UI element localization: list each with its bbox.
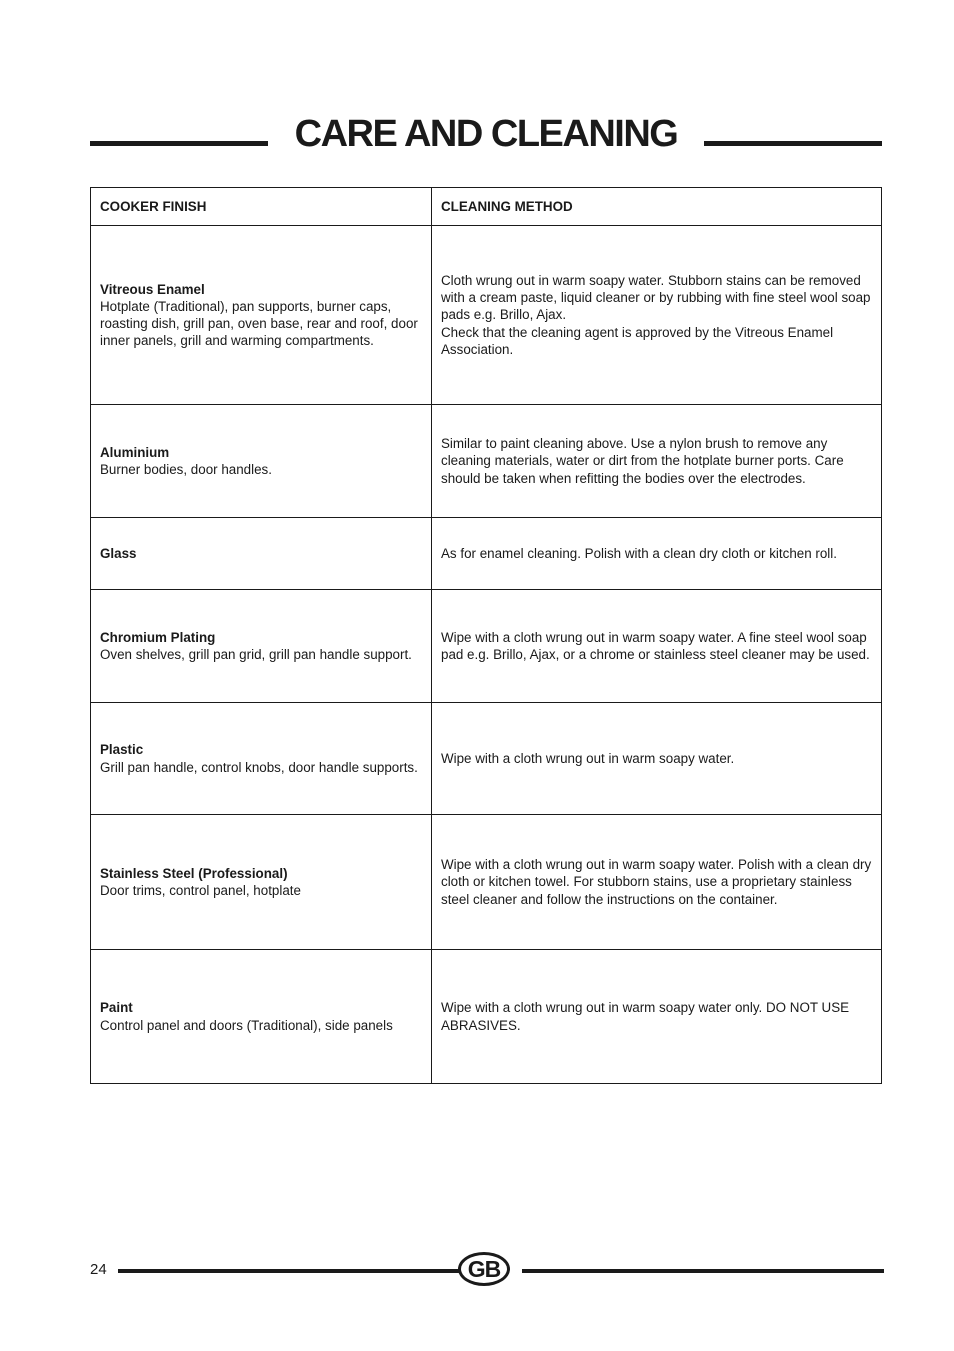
page-header [90, 108, 882, 160]
page-footer [90, 1252, 884, 1288]
finish-name: Stainless Steel (Professional) [100, 865, 288, 881]
finish-name: Chromium Plating [100, 629, 216, 645]
table-row [91, 590, 882, 703]
cleaning-method: Similar to paint cleaning above. Use a nylon brush to remove any cleaning materials, water or dirt from the hotplate burner ports. Care should be taken when refitting the bodies over the electrodes. [441, 436, 844, 486]
column-header-method: CLEANING METHOD [432, 188, 882, 226]
footer-rule-right [522, 1269, 884, 1273]
finish-cell [91, 590, 432, 703]
finish-name: Glass [100, 545, 137, 561]
finish-description: Control panel and doors (Traditional), side panels [100, 1017, 393, 1033]
finish-cell [91, 950, 432, 1084]
table-row [91, 815, 882, 950]
finish-cell [91, 518, 432, 590]
table-row [91, 703, 882, 815]
finish-description: Door trims, control panel, hotplate [100, 883, 301, 898]
finish-cell [91, 815, 432, 950]
finish-name: Vitreous Enamel [100, 281, 205, 297]
method-cell [432, 950, 882, 1084]
cleaning-method: Wipe with a cloth wrung out in warm soapy water. [441, 750, 735, 766]
cleaning-method: Wipe with a cloth wrung out in warm soapy water. Polish with a clean dry cloth or kitchen towel. For stubborn stains, use a proprietary stainless steel cleaner and follow the instructions on the container. [441, 857, 872, 907]
method-cell [432, 590, 882, 703]
finish-description: Grill pan handle, control knobs, door handle supports. [100, 759, 418, 775]
table-row [91, 518, 882, 590]
table-row [91, 405, 882, 518]
table-row [91, 950, 882, 1084]
table-header-row [91, 188, 882, 226]
page-title: CARE AND CLEANING [294, 113, 678, 155]
method-cell [432, 226, 882, 405]
finish-name: Plastic [100, 742, 144, 758]
page-number: 24 [90, 1261, 107, 1278]
method-cell [432, 815, 882, 950]
cleaning-method: Wipe with a cloth wrung out in warm soapy water. A fine steel wool soap pad e.g. Brillo, Ajax, or a chrome or stainless steel cleaner may be used. [441, 629, 870, 662]
finish-name: Paint [100, 1000, 133, 1016]
finish-description: Oven shelves, grill pan grid, grill pan handle support. [100, 647, 412, 662]
finish-description: Burner bodies, door handles. [100, 462, 272, 477]
gb-country-badge: GB [458, 1252, 510, 1286]
method-cell [432, 405, 882, 518]
table-row [91, 226, 882, 405]
cleaning-method: Cloth wrung out in warm soapy water. Stubborn stains can be removed with a cream paste, liquid cleaner or by rubbing with fine steel wool soap pads e.g. Brillo, Ajax. Check that the cleaning agent is approved by the Vitreous Enamel Association. [441, 272, 871, 357]
cleaning-method: Wipe with a cloth wrung out in warm soapy water only. DO NOT USE ABRASIVES. [441, 1000, 850, 1033]
column-header-finish: COOKER FINISH [91, 188, 432, 226]
footer-rule-left [118, 1269, 460, 1273]
finish-name: Aluminium [100, 444, 170, 460]
method-cell [432, 703, 882, 815]
finish-cell [91, 226, 432, 405]
cleaning-method: As for enamel cleaning. Polish with a clean dry cloth or kitchen roll. [441, 545, 837, 561]
finish-cell [91, 405, 432, 518]
title-rule-left [90, 141, 268, 146]
method-cell [432, 518, 882, 590]
finish-description: Hotplate (Traditional), pan supports, burner caps, roasting dish, grill pan, oven base, rear and roof, door inner panels, grill and warming compartments. [100, 298, 418, 349]
finish-cell [91, 703, 432, 815]
care-table [90, 187, 882, 1084]
title-rule-right [704, 141, 882, 146]
